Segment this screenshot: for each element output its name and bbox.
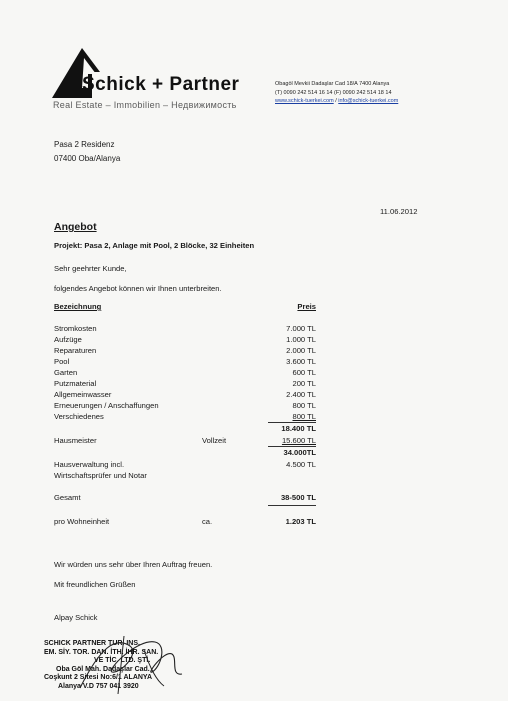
table-row bbox=[54, 379, 316, 390]
table-header bbox=[54, 302, 316, 313]
total-row bbox=[54, 493, 316, 504]
table-row bbox=[54, 368, 316, 379]
item-price: 1.000 TL bbox=[286, 335, 316, 344]
col-price-header: Preis bbox=[297, 302, 316, 311]
per-unit-note: ca. bbox=[202, 517, 213, 526]
per-unit-price: 1.203 TL bbox=[285, 517, 316, 526]
verwaltung-label: Hausverwaltung incl. bbox=[54, 460, 125, 469]
per-unit-label: pro Wohneinheit bbox=[54, 517, 110, 526]
item-label: Aufzüge bbox=[54, 335, 82, 344]
salutation: Sehr geehrter Kunde, bbox=[54, 264, 127, 273]
contact-address: Obagöl Mevkii Dadaşlar Cad 18/A 7400 Alanya bbox=[275, 81, 390, 87]
table-row bbox=[54, 390, 316, 401]
verwaltung-row-2 bbox=[54, 471, 316, 482]
table-row bbox=[54, 357, 316, 368]
verwaltung-row bbox=[54, 460, 316, 471]
per-unit-row bbox=[54, 517, 316, 528]
total-divider bbox=[268, 505, 316, 506]
document-title: Angebot bbox=[54, 221, 97, 233]
item-price: 600 TL bbox=[292, 368, 316, 377]
item-label: Allgemeinwasser bbox=[54, 390, 112, 399]
table-row bbox=[54, 401, 316, 412]
closing-text: Wir würden uns sehr über Ihren Auftrag freuen. bbox=[54, 560, 213, 569]
email-link[interactable]: info@schick-tuerkei.com bbox=[338, 98, 399, 104]
total-label: Gesamt bbox=[54, 493, 81, 502]
stamp-line: VE TİC. LTD. ŞTİ. bbox=[94, 657, 151, 664]
table-row bbox=[54, 335, 316, 346]
greeting-text: Mit freundlichen Grüßen bbox=[54, 580, 136, 589]
item-label: Garten bbox=[54, 368, 78, 377]
total-price: 38-500 TL bbox=[280, 493, 316, 502]
verwaltung-price: 4.500 TL bbox=[286, 460, 316, 469]
item-price: 7.000 TL bbox=[286, 324, 316, 333]
hausmeister-price: 15.600 TL bbox=[281, 436, 316, 445]
subtotal-row bbox=[54, 424, 316, 435]
subtotal-divider bbox=[268, 446, 316, 447]
item-label: Reparaturen bbox=[54, 346, 97, 355]
item-price: 3.600 TL bbox=[286, 357, 316, 366]
verwaltung-label-2: Wirtschaftsprüfer und Notar bbox=[54, 471, 147, 480]
contact-separator: / bbox=[333, 98, 339, 104]
item-price: 2.000 TL bbox=[286, 346, 316, 355]
signatory-name: Alpay Schick bbox=[54, 613, 98, 622]
item-label: Erneuerungen / Anschaffungen bbox=[54, 401, 159, 410]
brand-name: Schick + Partner bbox=[82, 74, 240, 95]
stamp-line: SCHICK PARTNER TUR. INS. bbox=[44, 640, 140, 647]
recipient-address bbox=[54, 138, 120, 166]
hausmeister-label: Hausmeister bbox=[54, 436, 97, 445]
recipient-line: 07400 Oba/Alanya bbox=[54, 154, 121, 163]
recipient-line: Pasa 2 Residenz bbox=[54, 140, 115, 149]
stamp-line: EM. SİY. TOR. DAN. İTH. İHR. SAN. bbox=[44, 648, 159, 656]
project-line: Projekt: Pasa 2, Anlage mit Pool, 2 Blöcke, 32 Einheiten bbox=[54, 241, 255, 250]
intro-text: folgendes Angebot können wir Ihnen unterbreiten. bbox=[54, 284, 222, 293]
hausmeister-note: Vollzeit bbox=[202, 436, 227, 445]
item-price: 200 TL bbox=[292, 379, 316, 388]
item-label: Pool bbox=[54, 357, 70, 366]
item-price: 800 TL bbox=[292, 412, 316, 421]
website-link[interactable]: www.schick-tuerkei.com bbox=[275, 98, 334, 104]
item-label: Putzmaterial bbox=[54, 379, 97, 388]
brand-tagline: Real Estate – Immobilien – Недвижимость bbox=[53, 100, 237, 110]
letter-date: 11.06.2012 bbox=[380, 207, 418, 216]
subtotal-row bbox=[54, 448, 316, 459]
stamp-line: Oba Göl Mah. Dadaşlar Cad. bbox=[56, 665, 150, 673]
item-label: Stromkosten bbox=[54, 324, 97, 333]
contact-block bbox=[275, 80, 398, 106]
contact-links bbox=[275, 97, 398, 106]
item-price: 2.400 TL bbox=[286, 390, 316, 399]
contact-phone: (T) 0090 242 514 16 14 (F) 0090 242 514 18 14 bbox=[275, 89, 392, 96]
item-label: Verschiedenes bbox=[54, 412, 104, 421]
table-row bbox=[54, 346, 316, 357]
col-description-header: Bezeichnung bbox=[54, 302, 102, 311]
table-row bbox=[54, 324, 316, 335]
subtotal-value: 34.000TL bbox=[283, 448, 316, 457]
subtotal-divider bbox=[268, 422, 316, 423]
item-price: 800 TL bbox=[292, 401, 316, 410]
subtotal-value: 18.400 TL bbox=[281, 424, 316, 433]
stamp-line: Coşkunt 2 Sitesi No:6/1 ALANYA bbox=[44, 674, 153, 681]
signature-icon bbox=[60, 628, 190, 700]
stamp-line: Alanya V.D 757 041 3920 bbox=[58, 682, 139, 690]
